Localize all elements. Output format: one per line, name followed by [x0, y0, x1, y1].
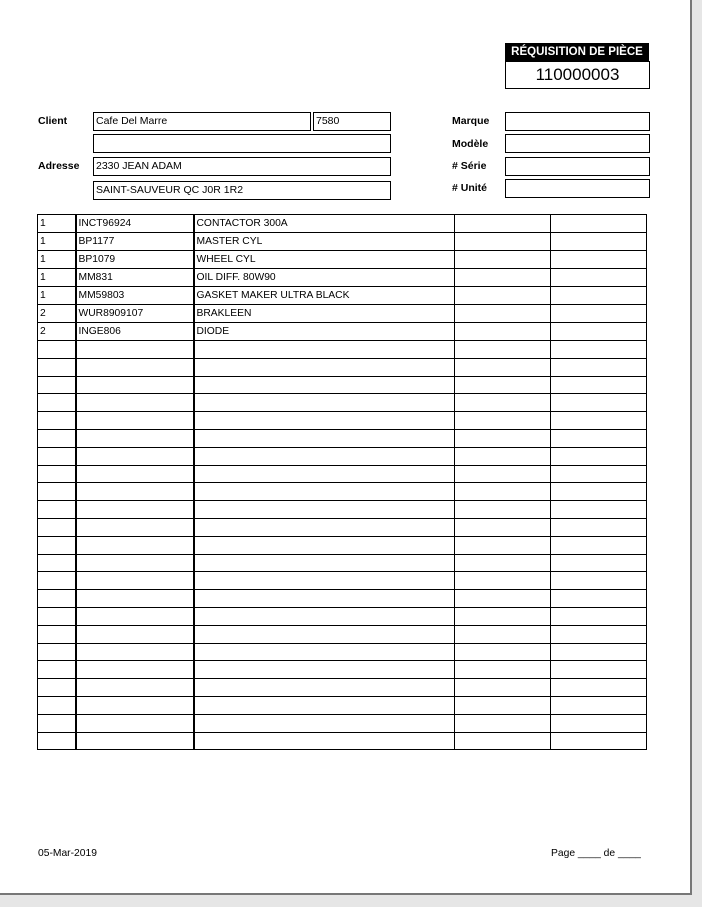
table-row	[38, 305, 647, 323]
modele-label: Modèle	[452, 138, 489, 150]
client-label: Client	[38, 115, 68, 127]
part-number-cell[interactable]	[76, 483, 194, 501]
extra-cell-1[interactable]	[455, 518, 551, 536]
table-row	[38, 572, 647, 590]
part-number-cell[interactable]	[76, 447, 194, 465]
qty-cell[interactable]: 1	[38, 233, 76, 251]
page-counter: Page ____ de ____	[551, 848, 641, 859]
extra-cell-2[interactable]	[551, 341, 647, 359]
qty-cell[interactable]	[38, 483, 76, 501]
client-name-field[interactable]: Cafe Del Marre	[93, 112, 311, 131]
extra-cell-1[interactable]	[455, 590, 551, 608]
qty-cell[interactable]	[38, 465, 76, 483]
serie-label: # Série	[452, 160, 487, 172]
extra-cell-1[interactable]	[455, 358, 551, 376]
description-cell[interactable]	[194, 732, 455, 750]
extra-cell-1[interactable]	[455, 625, 551, 643]
part-number-cell[interactable]	[76, 572, 194, 590]
extra-cell-1[interactable]	[455, 269, 551, 287]
table-row	[38, 661, 647, 679]
part-number-cell[interactable]	[76, 714, 194, 732]
extra-cell-1[interactable]	[455, 394, 551, 412]
extra-cell-2[interactable]	[551, 447, 647, 465]
extra-cell-2[interactable]	[551, 572, 647, 590]
serie-field[interactable]	[505, 157, 650, 176]
extra-cell-1[interactable]	[455, 714, 551, 732]
part-number-cell[interactable]: WUR8909107	[76, 305, 194, 323]
part-number-cell[interactable]	[76, 341, 194, 359]
description-cell[interactable]	[194, 465, 455, 483]
client-code-field[interactable]: 7580	[313, 112, 391, 131]
extra-cell-2[interactable]	[551, 287, 647, 305]
extra-cell-2[interactable]	[551, 501, 647, 519]
extra-cell-1[interactable]	[455, 341, 551, 359]
description-cell[interactable]	[194, 696, 455, 714]
part-number-cell[interactable]	[76, 590, 194, 608]
extra-cell-1[interactable]	[455, 233, 551, 251]
extra-cell-1[interactable]	[455, 305, 551, 323]
extra-cell-1[interactable]	[455, 412, 551, 430]
address-line2-field[interactable]: SAINT-SAUVEUR QC J0R 1R2	[93, 181, 391, 200]
part-number-cell[interactable]	[76, 661, 194, 679]
part-number-cell[interactable]	[76, 679, 194, 697]
qty-cell[interactable]	[38, 714, 76, 732]
extra-cell-2[interactable]	[551, 251, 647, 269]
extra-cell-1[interactable]	[455, 661, 551, 679]
part-number-cell[interactable]	[76, 465, 194, 483]
extra-cell-1[interactable]	[455, 251, 551, 269]
table-row	[38, 215, 647, 233]
description-cell[interactable]	[194, 572, 455, 590]
qty-cell[interactable]	[38, 518, 76, 536]
table-row	[38, 429, 647, 447]
description-cell[interactable]: BRAKLEEN	[194, 305, 455, 323]
table-row	[38, 269, 647, 287]
description-cell[interactable]	[194, 447, 455, 465]
extra-cell-1[interactable]	[455, 554, 551, 572]
part-number-cell[interactable]	[76, 412, 194, 430]
extra-cell-1[interactable]	[455, 643, 551, 661]
description-cell[interactable]: DIODE	[194, 323, 455, 341]
extra-cell-2[interactable]	[551, 714, 647, 732]
qty-cell[interactable]	[38, 358, 76, 376]
extra-cell-1[interactable]	[455, 429, 551, 447]
address-line1-field[interactable]: 2330 JEAN ADAM	[93, 157, 391, 176]
qty-cell[interactable]	[38, 376, 76, 394]
requisition-number: 110000003	[505, 61, 650, 89]
extra-cell-2[interactable]	[551, 625, 647, 643]
qty-cell[interactable]	[38, 341, 76, 359]
qty-cell[interactable]: 2	[38, 323, 76, 341]
description-cell[interactable]	[194, 607, 455, 625]
description-cell[interactable]: CONTACTOR 300A	[194, 215, 455, 233]
description-cell[interactable]: GASKET MAKER ULTRA BLACK	[194, 287, 455, 305]
extra-cell-1[interactable]	[455, 465, 551, 483]
part-number-cell[interactable]	[76, 394, 194, 412]
qty-cell[interactable]	[38, 643, 76, 661]
extra-cell-1[interactable]	[455, 287, 551, 305]
description-cell[interactable]	[194, 518, 455, 536]
extra-cell-1[interactable]	[455, 447, 551, 465]
unite-field[interactable]	[505, 179, 650, 198]
description-cell[interactable]	[194, 536, 455, 554]
description-cell[interactable]	[194, 412, 455, 430]
extra-cell-1[interactable]	[455, 215, 551, 233]
table-row	[38, 323, 647, 341]
qty-cell[interactable]	[38, 501, 76, 519]
extra-cell-1[interactable]	[455, 572, 551, 590]
extra-cell-1[interactable]	[455, 323, 551, 341]
extra-cell-2[interactable]	[551, 233, 647, 251]
extra-cell-2[interactable]	[551, 679, 647, 697]
part-number-cell[interactable]	[76, 518, 194, 536]
part-number-cell[interactable]	[76, 696, 194, 714]
extra-cell-2[interactable]	[551, 607, 647, 625]
extra-cell-2[interactable]	[551, 323, 647, 341]
table-row	[38, 554, 647, 572]
qty-cell[interactable]: 1	[38, 269, 76, 287]
extra-cell-2[interactable]	[551, 643, 647, 661]
extra-cell-2[interactable]	[551, 376, 647, 394]
extra-cell-2[interactable]	[551, 590, 647, 608]
qty-cell[interactable]	[38, 572, 76, 590]
table-row	[38, 287, 647, 305]
description-cell[interactable]	[194, 483, 455, 501]
part-number-cell[interactable]: INGE806	[76, 323, 194, 341]
part-number-cell[interactable]	[76, 625, 194, 643]
description-cell[interactable]: OIL DIFF. 80W90	[194, 269, 455, 287]
document-date: 05-Mar-2019	[38, 848, 97, 859]
parts-table	[37, 214, 647, 750]
qty-cell[interactable]	[38, 625, 76, 643]
part-number-cell[interactable]	[76, 376, 194, 394]
table-row	[38, 412, 647, 430]
qty-cell[interactable]: 1	[38, 251, 76, 269]
extra-cell-2[interactable]	[551, 696, 647, 714]
table-row	[38, 501, 647, 519]
part-number-cell[interactable]: MM59803	[76, 287, 194, 305]
description-cell[interactable]	[194, 643, 455, 661]
table-row	[38, 483, 647, 501]
qty-cell[interactable]	[38, 429, 76, 447]
extra-cell-2[interactable]	[551, 465, 647, 483]
part-number-cell[interactable]: BP1177	[76, 233, 194, 251]
marque-field[interactable]	[505, 112, 650, 131]
description-cell[interactable]	[194, 341, 455, 359]
extra-cell-1[interactable]	[455, 732, 551, 750]
qty-cell[interactable]: 2	[38, 305, 76, 323]
extra-cell-1[interactable]	[455, 696, 551, 714]
marque-label: Marque	[452, 115, 490, 127]
description-cell[interactable]	[194, 394, 455, 412]
qty-cell[interactable]: 1	[38, 215, 76, 233]
extra-cell-1[interactable]	[455, 376, 551, 394]
part-number-cell[interactable]	[76, 732, 194, 750]
modele-field[interactable]	[505, 134, 650, 153]
extra-cell-1[interactable]	[455, 483, 551, 501]
extra-cell-1[interactable]	[455, 607, 551, 625]
description-cell[interactable]	[194, 501, 455, 519]
description-cell[interactable]	[194, 554, 455, 572]
table-row	[38, 251, 647, 269]
table-row	[38, 233, 647, 251]
part-number-cell[interactable]	[76, 536, 194, 554]
table-row	[38, 465, 647, 483]
extra-cell-2[interactable]	[551, 483, 647, 501]
extra-cell-1[interactable]	[455, 501, 551, 519]
part-number-cell[interactable]	[76, 554, 194, 572]
qty-cell[interactable]	[38, 732, 76, 750]
part-number-cell[interactable]: BP1079	[76, 251, 194, 269]
part-number-cell[interactable]: INCT96924	[76, 215, 194, 233]
description-cell[interactable]	[194, 661, 455, 679]
table-row	[38, 643, 647, 661]
part-number-cell[interactable]	[76, 429, 194, 447]
qty-cell[interactable]	[38, 696, 76, 714]
extra-cell-1[interactable]	[455, 679, 551, 697]
table-row	[38, 732, 647, 750]
extra-cell-2[interactable]	[551, 518, 647, 536]
part-number-cell[interactable]: MM831	[76, 269, 194, 287]
extra-cell-2[interactable]	[551, 412, 647, 430]
extra-cell-2[interactable]	[551, 554, 647, 572]
extra-cell-2[interactable]	[551, 536, 647, 554]
extra-cell-2[interactable]	[551, 305, 647, 323]
qty-cell[interactable]	[38, 554, 76, 572]
description-cell[interactable]	[194, 679, 455, 697]
qty-cell[interactable]	[38, 607, 76, 625]
qty-cell[interactable]: 1	[38, 287, 76, 305]
description-cell[interactable]: WHEEL CYL	[194, 251, 455, 269]
table-row	[38, 376, 647, 394]
extra-cell-2[interactable]	[551, 215, 647, 233]
table-row	[38, 341, 647, 359]
description-cell[interactable]	[194, 429, 455, 447]
part-number-cell[interactable]	[76, 358, 194, 376]
address-label: Adresse	[38, 160, 80, 172]
qty-cell[interactable]	[38, 679, 76, 697]
table-row	[38, 714, 647, 732]
table-row	[38, 607, 647, 625]
extra-cell-2[interactable]	[551, 429, 647, 447]
description-cell[interactable]	[194, 625, 455, 643]
table-row	[38, 394, 647, 412]
description-cell[interactable]: MASTER CYL	[194, 233, 455, 251]
table-row	[38, 447, 647, 465]
table-row	[38, 536, 647, 554]
description-cell[interactable]	[194, 358, 455, 376]
qty-cell[interactable]	[38, 590, 76, 608]
part-number-cell[interactable]	[76, 643, 194, 661]
part-number-cell[interactable]	[76, 501, 194, 519]
extra-cell-2[interactable]	[551, 269, 647, 287]
part-number-cell[interactable]	[76, 607, 194, 625]
extra-cell-2[interactable]	[551, 394, 647, 412]
qty-cell[interactable]	[38, 536, 76, 554]
description-cell[interactable]	[194, 714, 455, 732]
table-row	[38, 590, 647, 608]
extra-cell-2[interactable]	[551, 732, 647, 750]
unite-label: # Unité	[452, 182, 488, 194]
table-row	[38, 625, 647, 643]
qty-cell[interactable]	[38, 412, 76, 430]
description-cell[interactable]	[194, 590, 455, 608]
description-cell[interactable]	[194, 376, 455, 394]
extra-cell-1[interactable]	[455, 536, 551, 554]
table-row	[38, 679, 647, 697]
table-row	[38, 696, 647, 714]
table-row	[38, 518, 647, 536]
qty-cell[interactable]	[38, 394, 76, 412]
extra-cell-2[interactable]	[551, 358, 647, 376]
qty-cell[interactable]	[38, 447, 76, 465]
client-extra-field[interactable]	[93, 134, 391, 153]
form-title: RÉQUISITION DE PIÈCE	[505, 43, 649, 61]
table-row	[38, 358, 647, 376]
extra-cell-2[interactable]	[551, 661, 647, 679]
qty-cell[interactable]	[38, 661, 76, 679]
